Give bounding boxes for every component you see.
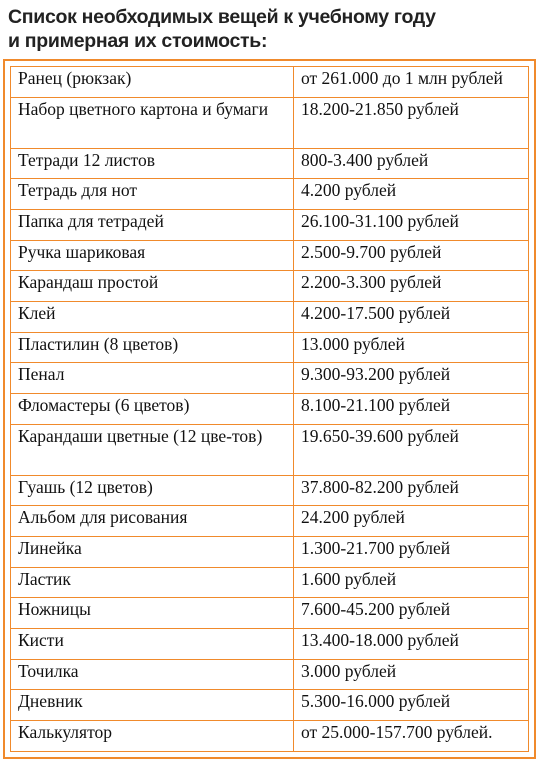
item-name-cell: Папка для тетрадей <box>11 210 294 241</box>
item-name-cell: Пластилин (8 цветов) <box>11 332 294 363</box>
item-name-cell: Ластик <box>11 567 294 598</box>
item-price-cell: 1.600 рублей <box>294 567 529 598</box>
table-row <box>11 537 529 568</box>
item-name-cell: Кисти <box>11 629 294 660</box>
item-name-cell: Точилка <box>11 659 294 690</box>
item-price-cell: 4.200-17.500 рублей <box>294 302 529 333</box>
table-row <box>11 567 529 598</box>
item-name-cell: Гуашь (12 цветов) <box>11 475 294 506</box>
item-price-cell: 5.300-16.000 рублей <box>294 690 529 721</box>
table-row <box>11 475 529 506</box>
table-row <box>11 424 529 475</box>
item-price-cell: 9.300-93.200 рублей <box>294 363 529 394</box>
table-row <box>11 394 529 425</box>
item-price-cell: от 261.000 до 1 млн рублей <box>294 67 529 98</box>
item-price-cell: 18.200-21.850 рублей <box>294 97 529 148</box>
item-name-cell: Ранец (рюкзак) <box>11 67 294 98</box>
price-table-body <box>11 67 529 752</box>
price-table <box>10 66 529 752</box>
item-name-cell: Пенал <box>11 363 294 394</box>
table-row <box>11 690 529 721</box>
item-price-cell: 1.300-21.700 рублей <box>294 537 529 568</box>
item-price-cell: 37.800-82.200 рублей <box>294 475 529 506</box>
table-row <box>11 629 529 660</box>
table-row <box>11 148 529 179</box>
item-price-cell: 3.000 рублей <box>294 659 529 690</box>
table-row <box>11 659 529 690</box>
item-price-cell: 13.400-18.000 рублей <box>294 629 529 660</box>
item-price-cell: 4.200 рублей <box>294 179 529 210</box>
price-table-frame <box>3 59 536 759</box>
page-heading <box>8 5 543 53</box>
item-price-cell: 7.600-45.200 рублей <box>294 598 529 629</box>
table-row <box>11 332 529 363</box>
item-name-cell: Ручка шариковая <box>11 240 294 271</box>
item-name-cell: Тетради 12 листов <box>11 148 294 179</box>
item-name-cell: Карандаши цветные (12 цве-тов) <box>11 424 294 475</box>
item-price-cell: 26.100-31.100 рублей <box>294 210 529 241</box>
table-row <box>11 97 529 148</box>
table-row <box>11 721 529 752</box>
item-price-cell: 2.200-3.300 рублей <box>294 271 529 302</box>
heading-line-1: Список необходимых вещей к учебному году <box>8 6 436 28</box>
table-row <box>11 363 529 394</box>
item-price-cell: 800-3.400 рублей <box>294 148 529 179</box>
item-name-cell: Ножницы <box>11 598 294 629</box>
table-row <box>11 302 529 333</box>
item-name-cell: Дневник <box>11 690 294 721</box>
item-name-cell: Клей <box>11 302 294 333</box>
item-name-cell: Линейка <box>11 537 294 568</box>
item-price-cell: от 25.000-157.700 рублей. <box>294 721 529 752</box>
item-name-cell: Альбом для рисования <box>11 506 294 537</box>
table-row <box>11 210 529 241</box>
table-row <box>11 179 529 210</box>
item-price-cell: 13.000 рублей <box>294 332 529 363</box>
table-row <box>11 67 529 98</box>
item-name-cell: Фломастеры (6 цветов) <box>11 394 294 425</box>
table-row <box>11 506 529 537</box>
table-row <box>11 240 529 271</box>
item-price-cell: 8.100-21.100 рублей <box>294 394 529 425</box>
item-name-cell: Карандаш простой <box>11 271 294 302</box>
item-name-cell: Тетрадь для нот <box>11 179 294 210</box>
item-price-cell: 24.200 рублей <box>294 506 529 537</box>
item-name-cell: Набор цветного картона и бумаги <box>11 97 294 148</box>
heading-line-2: и примерная их стоимость: <box>8 30 268 52</box>
table-row <box>11 271 529 302</box>
table-row <box>11 598 529 629</box>
item-price-cell: 2.500-9.700 рублей <box>294 240 529 271</box>
item-price-cell: 19.650-39.600 рублей <box>294 424 529 475</box>
item-name-cell: Калькулятор <box>11 721 294 752</box>
